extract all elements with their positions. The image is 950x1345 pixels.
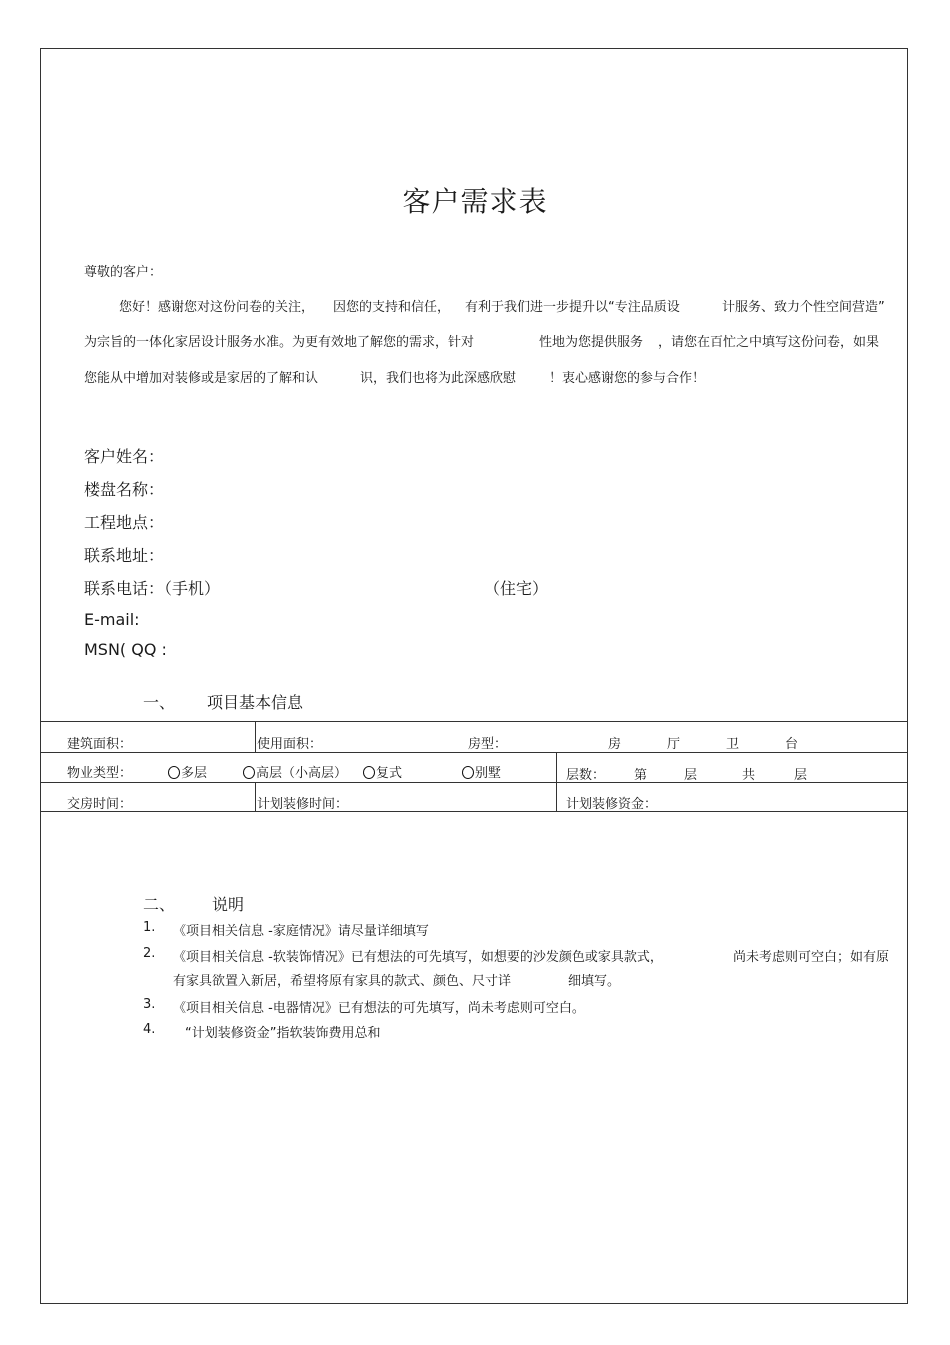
note-text: 《项目相关信息 -家庭情况》请尽量详细填写 (173, 924, 429, 939)
intro-line3-a: 您能从中增加对装修或是家居的了解和认 (84, 371, 319, 386)
table-col-divider (255, 782, 256, 811)
field-email: E-mail: (84, 610, 140, 629)
intro-line2-c: ，请您在百忙之中填写这份问卷，如果 (658, 335, 880, 350)
field-building-name: 楼盘名称： (84, 480, 165, 499)
cell-plan-budget: 计划装修资金： (566, 797, 658, 812)
cell-bath: 卫 (726, 737, 740, 752)
table-col-divider (556, 752, 557, 811)
cell-handover-time: 交房时间： (67, 797, 133, 812)
section1-number: 一、 (143, 693, 176, 712)
table-border-bottom (40, 811, 908, 812)
field-customer-name: 客户姓名： (84, 447, 165, 466)
intro-line3-c: ！衷心感谢您的参与合作！ (549, 371, 706, 386)
radio-circle-icon (462, 766, 474, 779)
cell-floors: 层数： (566, 768, 606, 783)
note-text: 尚未考虑则可空白；如有原 (733, 950, 890, 965)
cell-use-area: 使用面积： (257, 737, 323, 752)
field-home-phone: （住宅） (484, 579, 549, 598)
note-number: 2. (143, 946, 156, 961)
cell-balcony: 台 (785, 737, 799, 752)
radio-circle-icon (363, 766, 375, 779)
cell-plan-time: 计划装修时间： (257, 797, 349, 812)
cell-total-unit: 层 (794, 768, 808, 783)
table-border-top (40, 721, 908, 722)
note-text: 《项目相关信息 -软装饰情况》已有想法的可先填写，如想要的沙发颜色或家具款式， (173, 950, 663, 965)
option-high-rise[interactable]: 高层（小高层） (243, 762, 347, 781)
cell-build-area: 建筑面积： (67, 737, 133, 752)
option-villa[interactable]: 别墅 (462, 762, 501, 781)
intro-line1-b: 因您的支持和信任， (333, 300, 451, 315)
intro-line2-a: 为宗旨的一体化家居设计服务水准。为更有效地了解您的需求，针对 (84, 335, 475, 350)
table-row-divider (40, 752, 908, 753)
field-mobile-phone: 联系电话：（手机） (84, 579, 221, 598)
page-border (40, 48, 908, 1304)
table-row-divider (40, 782, 908, 783)
cell-floor-unit: 层 (684, 768, 698, 783)
note-text: “计划装修资金”指软装饰费用总和 (185, 1026, 381, 1041)
intro-line1-d: 计服务、致力个性空间营造” (722, 300, 885, 315)
intro-line3-b: 识，我们也将为此深感欣慰 (360, 371, 517, 386)
table-col-divider (255, 721, 256, 752)
section2-title: 说明 (212, 895, 245, 914)
cell-house-type: 房型： (468, 737, 508, 752)
option-multi-storey[interactable]: 多层 (168, 762, 207, 781)
page-title: 客户需求表 (402, 185, 548, 218)
note-text: 细填写。 (568, 974, 621, 989)
intro-line1-a: 您好！感谢您对这份问卷的关注， (119, 300, 315, 315)
note-number: 3. (143, 997, 156, 1012)
note-number: 4. (143, 1022, 156, 1037)
intro-line1-c: 有利于我们进一步提升以“专注品质设 (465, 300, 680, 315)
note-number: 1. (143, 920, 156, 935)
cell-room: 房 (608, 737, 622, 752)
field-contact-address: 联系地址： (84, 546, 165, 565)
cell-total: 共 (742, 768, 756, 783)
greeting: 尊敬的客户： (84, 265, 163, 280)
section2-number: 二、 (143, 895, 176, 914)
intro-line2-b: 性地为您提供服务 (539, 335, 644, 350)
field-project-site: 工程地点： (84, 513, 165, 532)
note-text: 《项目相关信息 -电器情况》已有想法的可先填写，尚未考虑则可空白。 (173, 1001, 585, 1016)
option-duplex[interactable]: 复式 (363, 762, 402, 781)
cell-hall: 厅 (667, 737, 681, 752)
radio-circle-icon (168, 766, 180, 779)
cell-property-type: 物业类型： (67, 766, 133, 781)
cell-floor-no: 第 (634, 768, 648, 783)
section1-title: 项目基本信息 (207, 693, 304, 712)
field-msn-qq: MSN( QQ : (84, 640, 167, 659)
note-text: 有家具欲置入新居，希望将原有家具的款式、颜色、尺寸详 (173, 974, 512, 989)
radio-circle-icon (243, 766, 255, 779)
